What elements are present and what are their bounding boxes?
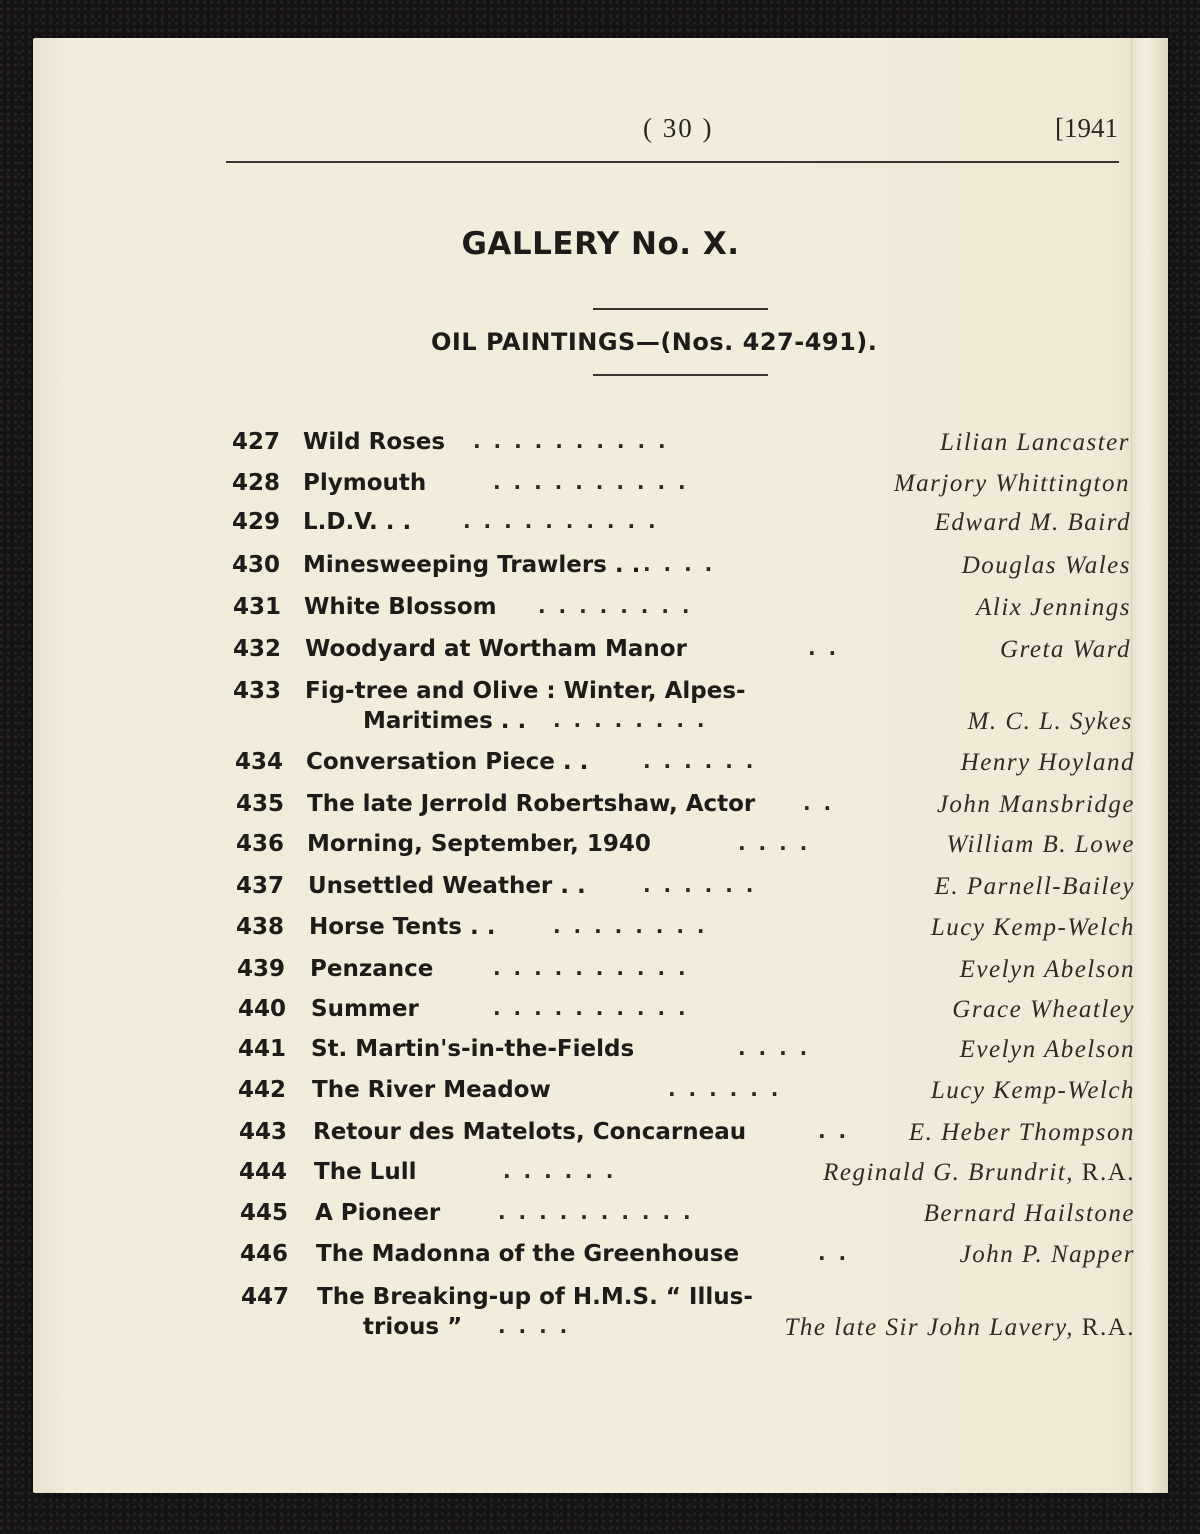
catalogue-entry	[33, 1200, 1168, 1236]
leader-dots: . . . . . . . .	[553, 914, 708, 938]
entry-number: 431	[232, 594, 281, 620]
entry-artist	[1000, 636, 1131, 664]
entry-artist	[935, 509, 1131, 537]
artist-name: Henry Hoyland	[960, 749, 1135, 776]
catalogue-entry	[33, 956, 1168, 992]
catalogue-entry	[33, 678, 1168, 735]
catalogue-entry	[33, 873, 1168, 909]
entries-list	[33, 38, 1168, 1493]
entry-number: 436	[235, 831, 284, 857]
entry-title: The Madonna of the Greenhouse	[316, 1241, 740, 1267]
catalogue-entry	[33, 996, 1168, 1032]
entry-number: 443	[238, 1119, 287, 1145]
entry-title: The River Meadow	[312, 1077, 551, 1103]
artist-name: Marjory Whittington	[893, 470, 1130, 497]
entry-artist	[931, 914, 1135, 942]
leader-dots: . . . .	[498, 1314, 571, 1338]
leader-dots: . .	[818, 1241, 850, 1265]
gallery-title: GALLERY No. X.	[461, 226, 740, 262]
entry-title: The Lull	[314, 1159, 417, 1185]
entry-artist	[952, 996, 1135, 1024]
leader-dots: . . . .	[738, 1036, 811, 1060]
artist-name: Evelyn Abelson	[959, 1036, 1135, 1063]
entry-number: 439	[236, 956, 285, 982]
entry-number: 433	[232, 678, 281, 704]
artist-name: Evelyn Abelson	[959, 956, 1135, 983]
artist-honor: R.A.	[1081, 1314, 1135, 1341]
leader-dots: . . . . . .	[643, 873, 757, 897]
artist-name: Greta Ward	[1000, 636, 1131, 663]
entry-number: 434	[234, 749, 283, 775]
entry-artist	[935, 873, 1135, 901]
artist-name: John P. Napper	[959, 1241, 1135, 1268]
artist-name: Grace Wheatley	[952, 996, 1135, 1023]
catalogue-entry	[33, 470, 1168, 506]
leader-dots: . . . . . . . .	[538, 594, 693, 618]
entry-title: Morning, September, 1940	[307, 831, 651, 857]
catalogue-entry	[33, 1119, 1168, 1155]
entry-artist	[960, 1036, 1135, 1064]
catalogue-entry	[33, 749, 1168, 785]
page-number: ( 30 )	[643, 113, 714, 143]
artist-name: Lucy Kemp-Welch	[930, 914, 1135, 941]
artist-name: Edward M. Baird	[934, 509, 1131, 536]
entry-artist	[960, 1241, 1135, 1269]
artist-name: Reginald G. Brundrit,	[823, 1159, 1075, 1186]
catalogue-entry	[33, 1159, 1168, 1195]
entry-number: 435	[235, 791, 284, 817]
entry-title: The late Jerrold Robertshaw, Actor	[307, 791, 756, 817]
catalogue-entry	[33, 636, 1168, 672]
section-title: OIL PAINTINGS—(Nos. 427-491).	[431, 328, 878, 356]
entry-number: 441	[237, 1036, 286, 1062]
artist-name: John Mansbridge	[936, 791, 1135, 818]
entry-title: A Pioneer	[315, 1200, 441, 1226]
entry-title: The Breaking-up of H.M.S. “ Illus-	[317, 1284, 753, 1310]
entry-artist	[940, 429, 1130, 457]
artist-name: Lilian Lancaster	[940, 429, 1130, 456]
entry-number: 445	[239, 1200, 288, 1226]
entry-title-continued: trious ”	[363, 1314, 463, 1340]
entry-number: 440	[237, 996, 286, 1022]
entry-title: Unsettled Weather . .	[308, 873, 586, 899]
leader-dots: . . . . . .	[668, 1077, 782, 1101]
artist-name: Lucy Kemp-Welch	[930, 1077, 1135, 1104]
entry-title: Wild Roses	[303, 429, 446, 455]
artist-name: The late Sir John Lavery,	[784, 1314, 1075, 1341]
entry-artist	[976, 594, 1131, 622]
leader-dots: . . . . . . . . . .	[493, 470, 689, 494]
leader-dots: . .	[818, 1119, 850, 1143]
entry-artist	[961, 749, 1135, 777]
catalogue-entry	[33, 594, 1168, 630]
catalogue-entry	[33, 1077, 1168, 1113]
entry-title: White Blossom	[304, 594, 497, 620]
leader-dots: . . . .	[738, 831, 811, 855]
entry-artist	[909, 1119, 1135, 1147]
catalogue-year: [1941	[1055, 113, 1118, 143]
leader-dots: . . . . . . . . . .	[463, 509, 659, 533]
catalogue-entry	[33, 429, 1168, 465]
entry-artist	[937, 791, 1135, 819]
artist-name: E. Heber Thompson	[908, 1119, 1135, 1146]
entry-number: 444	[238, 1159, 287, 1185]
artist-name: William B. Lowe	[946, 831, 1135, 858]
catalogue-entry	[33, 1036, 1168, 1072]
catalogue-entry	[33, 914, 1168, 950]
artist-name: Douglas Wales	[961, 552, 1131, 579]
entry-title: Plymouth	[303, 470, 427, 496]
leader-dots: . . . . . . . . . .	[493, 956, 689, 980]
leader-dots: . . . . . . . . . .	[493, 996, 689, 1020]
entry-artist	[894, 470, 1130, 498]
entry-title: L.D.V. . .	[303, 509, 412, 535]
entry-number: 427	[231, 429, 280, 455]
catalogue-entry	[33, 831, 1168, 867]
entry-number: 428	[231, 470, 280, 496]
entry-artist	[968, 708, 1133, 736]
entry-title: Retour des Matelots, Concarneau	[313, 1119, 747, 1145]
catalogue-entry	[33, 552, 1168, 588]
entry-artist	[823, 1159, 1135, 1187]
leader-dots: . .	[808, 636, 840, 660]
entry-title: Horse Tents . .	[309, 914, 496, 940]
leader-dots: . . . . . .	[643, 749, 757, 773]
entry-title: Summer	[311, 996, 419, 1022]
entry-number: 429	[231, 509, 280, 535]
entry-number: 446	[239, 1241, 288, 1267]
entry-title: St. Martin's-in-the-Fields	[311, 1036, 635, 1062]
leader-dots: . . . . . . . . . .	[498, 1200, 694, 1224]
leader-dots: . . . . . . . .	[553, 708, 708, 732]
catalogue-page	[33, 38, 1168, 1493]
entry-title: Penzance	[310, 956, 434, 982]
catalogue-entry	[33, 509, 1168, 545]
entry-artist	[947, 831, 1135, 859]
artist-name: Bernard Hailstone	[923, 1200, 1135, 1227]
entry-artist	[924, 1200, 1135, 1228]
leader-dots: . . . . . . . . . .	[473, 429, 669, 453]
artist-honor: R.A.	[1081, 1159, 1135, 1186]
artist-name: M. C. L. Sykes	[967, 708, 1133, 735]
entry-artist	[931, 1077, 1135, 1105]
entry-number: 447	[240, 1284, 289, 1310]
entry-number: 437	[235, 873, 284, 899]
entry-title: Woodyard at Wortham Manor	[305, 636, 687, 662]
entry-title: Fig-tree and Olive : Winter, Alpes-	[305, 678, 746, 704]
entry-title: Conversation Piece . .	[306, 749, 589, 775]
entry-artist	[962, 552, 1131, 580]
catalogue-entry	[33, 1241, 1168, 1277]
entry-number: 430	[231, 552, 280, 578]
entry-artist	[960, 956, 1135, 984]
entry-artist	[784, 1314, 1135, 1342]
entry-number: 442	[237, 1077, 286, 1103]
catalogue-entry	[33, 791, 1168, 827]
artist-name: Alix Jennings	[976, 594, 1131, 621]
artist-name: E. Parnell-Bailey	[934, 873, 1135, 900]
catalogue-entry	[33, 1284, 1168, 1341]
entry-number: 438	[235, 914, 284, 940]
entry-title-continued: Maritimes . .	[363, 708, 527, 734]
leader-dots: . .	[803, 791, 835, 815]
entry-title: Minesweeping Trawlers . .	[303, 552, 641, 578]
entry-number: 432	[232, 636, 281, 662]
leader-dots: . . . .	[643, 552, 716, 576]
leader-dots: . . . . . .	[503, 1159, 617, 1183]
